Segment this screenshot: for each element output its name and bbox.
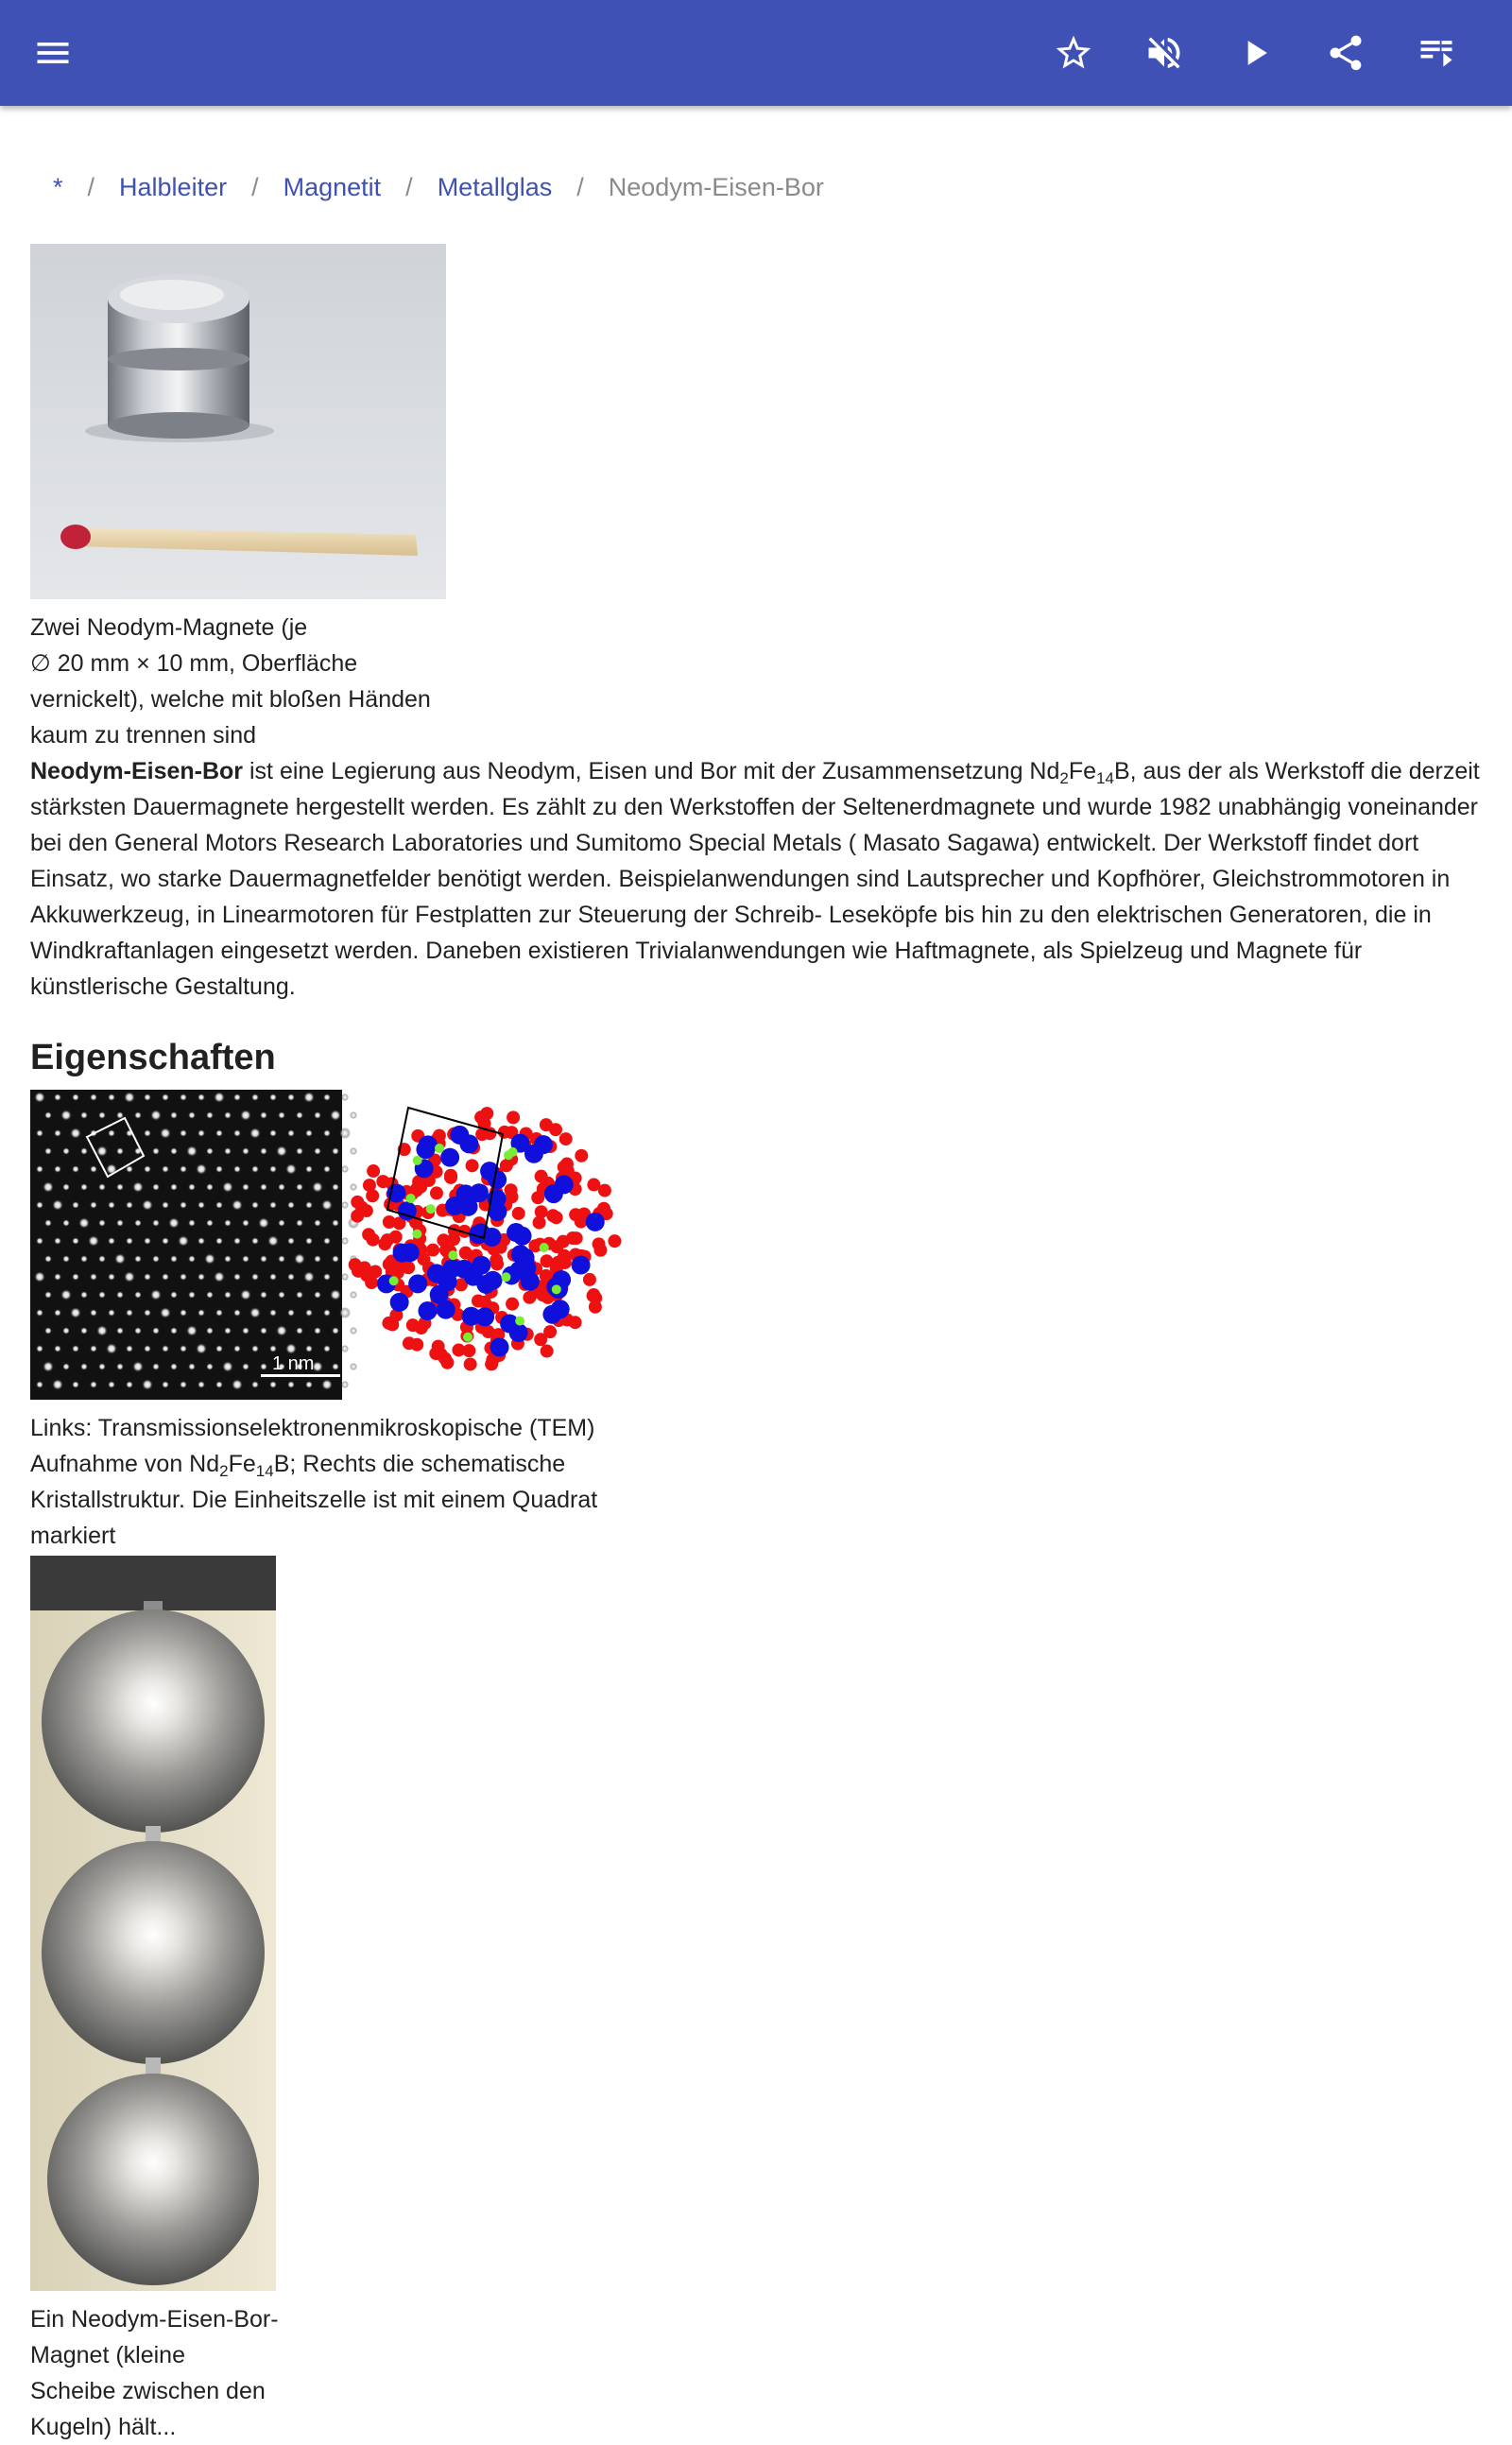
caption-text: B; Rechts die schematische bbox=[273, 1451, 566, 1477]
breadcrumb-separator: / bbox=[576, 172, 584, 201]
caption-line: Scheibe zwischen den bbox=[30, 2378, 266, 2404]
playlist-icon bbox=[1416, 32, 1457, 74]
caption-line: Kristallstruktur. Die Einheitszelle ist mit einem Quadrat bbox=[30, 1487, 598, 1513]
magnetic-spheres-photo[interactable] bbox=[30, 1556, 276, 2291]
subscript: 2 bbox=[1059, 769, 1069, 787]
paragraph-text: B, aus der als Werkstoff die derzeit stärksten Dauermagnete hergestellt werden. Es zählt zu den Werkstoffen der Seltenerdmagnete und wurde 1982 unabhängig voneinander bei den General Motors Research Laboratories und Sumitomo Special Metals ( Masato Sagawa) entwickelt. Der Werkstoff findet dort Einsatz, wo starke Dauermagnetfelder benötigt werden. Beispielanwendungen sind Lautsprecher und Kopfhörer, Gleichstrommotoren in Akkuwerkzeug, in Linearmotoren für Festplatten zur Steuerung der Schreib- Leseköpfe bis hin zu den elektrischen Generatoren, die in Windkraftanlagen eingesetzt werden. Daneben existieren Trivialanwendungen wie Haftmagnete, als Spielzeug und Magnete für künstlerische Gestaltung. bbox=[30, 758, 1480, 1000]
caption-text: Fe bbox=[228, 1451, 256, 1477]
breadcrumb-current: Neodym-Eisen-Bor bbox=[608, 172, 824, 201]
caption-line: Ein Neodym-Eisen-Bor- bbox=[30, 2306, 279, 2333]
article-term: Neodym-Eisen-Bor bbox=[30, 758, 244, 784]
caption-line: Links: Transmissionselektronenmikroskopische (TEM) bbox=[30, 1415, 595, 1441]
caption-line: Magnet (kleine bbox=[30, 2342, 185, 2368]
section-heading: Eigenschaften bbox=[30, 1038, 276, 1077]
caption-line bbox=[30, 1446, 673, 1482]
star-outline-icon bbox=[1053, 32, 1094, 74]
mute-button[interactable] bbox=[1138, 26, 1191, 79]
tem-image[interactable] bbox=[30, 1090, 342, 1400]
app-bar bbox=[0, 0, 1512, 106]
share-icon bbox=[1325, 32, 1366, 74]
caption-line: ∅ 20 mm × 10 mm, Oberfläche bbox=[30, 650, 358, 677]
intro-paragraph bbox=[30, 753, 1486, 1005]
breadcrumb-item-magnetit[interactable]: Magnetit bbox=[283, 172, 382, 201]
breadcrumb bbox=[30, 166, 824, 208]
play-button[interactable] bbox=[1228, 26, 1281, 79]
breadcrumb-separator: / bbox=[251, 172, 259, 201]
paragraph-text: Fe bbox=[1068, 758, 1097, 784]
caption-text: Aufnahme von Nd bbox=[30, 1451, 220, 1477]
crystal-structure-diagram[interactable] bbox=[342, 1096, 639, 1380]
subscript: 14 bbox=[255, 1462, 274, 1480]
magnets-photo[interactable] bbox=[30, 244, 446, 599]
menu-button[interactable] bbox=[26, 26, 79, 79]
caption-line: markiert bbox=[30, 1523, 116, 1549]
breadcrumb-item-root[interactable]: * bbox=[53, 172, 63, 201]
table-of-contents-button[interactable] bbox=[1410, 26, 1463, 79]
figure-caption bbox=[30, 1410, 673, 1554]
caption-line: Zwei Neodym-Magnete (je bbox=[30, 614, 308, 641]
menu-icon bbox=[32, 32, 74, 74]
figure-caption bbox=[30, 610, 465, 753]
caption-line: kaum zu trennen sind bbox=[30, 722, 257, 749]
caption-line: Kugeln) hält... bbox=[30, 2414, 177, 2440]
breadcrumb-item-halbleiter[interactable]: Halbleiter bbox=[119, 172, 228, 201]
breadcrumb-item-metallglas[interactable]: Metallglas bbox=[437, 172, 553, 201]
share-button[interactable] bbox=[1319, 26, 1372, 79]
subscript: 2 bbox=[219, 1462, 229, 1480]
breadcrumb-separator: / bbox=[87, 172, 95, 201]
bookmark-button[interactable] bbox=[1047, 26, 1100, 79]
play-icon bbox=[1234, 32, 1276, 74]
caption-line: vernickelt), welche mit bloßen Händen bbox=[30, 686, 431, 713]
subscript: 14 bbox=[1096, 769, 1114, 787]
paragraph-text: ist eine Legierung aus Neodym, Eisen und Bor mit der Zusammensetzung Nd bbox=[243, 758, 1060, 784]
volume-off-icon bbox=[1143, 32, 1185, 74]
scale-bar-label: 1 nm bbox=[272, 1353, 315, 1374]
figure-caption bbox=[30, 2301, 304, 2445]
breadcrumb-separator: / bbox=[405, 172, 413, 201]
